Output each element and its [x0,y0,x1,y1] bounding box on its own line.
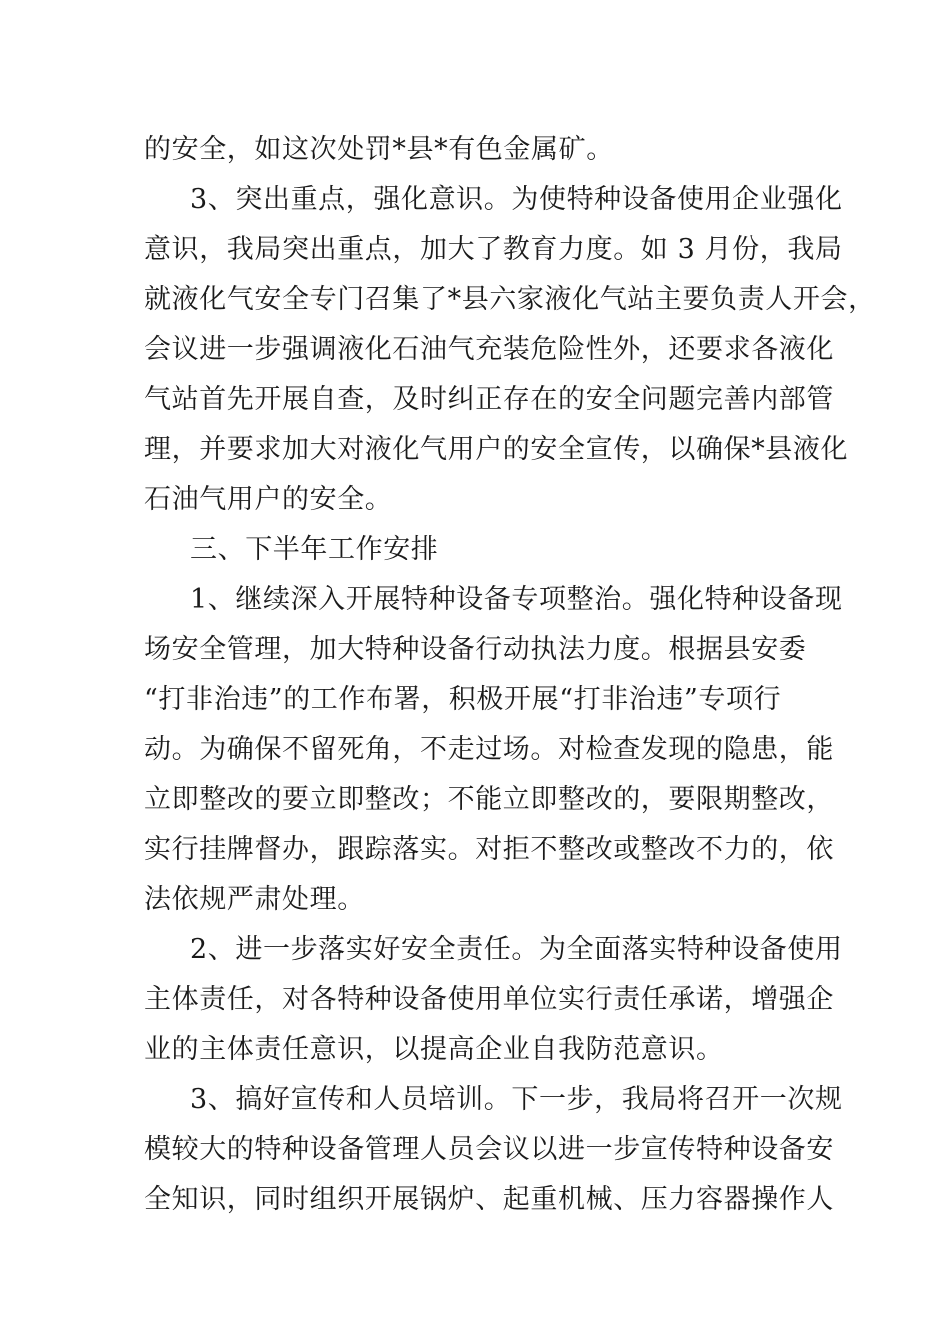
text-line: 理，并要求加大对液化气用户的安全宣传，以确保*县液化 [144,434,849,465]
text-line: 场安全管理，加大特种设备行动执法力度。根据县安委 [144,634,807,665]
text-line: “打非治违”的工作布署，积极开展“打非治违”专项行 [144,684,782,715]
text-line: 会议进一步强调液化石油气充装危险性外，还要求各液化 [144,334,834,365]
paragraph-first-line: 1、继续深入开展特种设备专项整治。强化特种设备现 [190,584,843,615]
text-line: 意识，我局突出重点，加大了教育力度。如 3 月份，我局 [144,234,843,265]
paragraph-first-line: 2、进一步落实好安全责任。为全面落实特种设备使用 [190,934,843,965]
paragraph-first-line: 3、突出重点，强化意识。为使特种设备使用企业强化 [190,184,843,215]
paragraph-first-line: 3、搞好宣传和人员培训。下一步，我局将召开一次规 [190,1084,843,1115]
text-line: 全知识，同时组织开展锅炉、起重机械、压力容器操作人 [144,1184,834,1215]
section-heading: 三、下半年工作安排 [190,534,439,565]
text-line: 石油气用户的安全。 [144,484,393,515]
text-line: 法依规严肃处理。 [144,884,365,915]
text-line: 模较大的特种设备管理人员会议以进一步宣传特种设备安 [144,1134,834,1165]
text-line: 气站首先开展自查，及时纠正存在的安全问题完善内部管 [144,384,834,415]
text-line: 立即整改的要立即整改；不能立即整改的，要限期整改， [144,784,834,815]
text-line: 业的主体责任意识，以提高企业自我防范意识。 [144,1034,724,1065]
text-line: 主体责任，对各特种设备使用单位实行责任承诺，增强企 [144,984,834,1015]
text-line: 实行挂牌督办，跟踪落实。对拒不整改或整改不力的，依 [144,834,834,865]
text-line: 动。为确保不留死角，不走过场。对检查发现的隐患，能 [144,734,834,765]
text-line: 就液化气安全专门召集了*县六家液化气站主要负责人开会， [144,284,876,315]
text-line: 的安全，如这次处罚*县*有色金属矿。 [144,134,614,165]
